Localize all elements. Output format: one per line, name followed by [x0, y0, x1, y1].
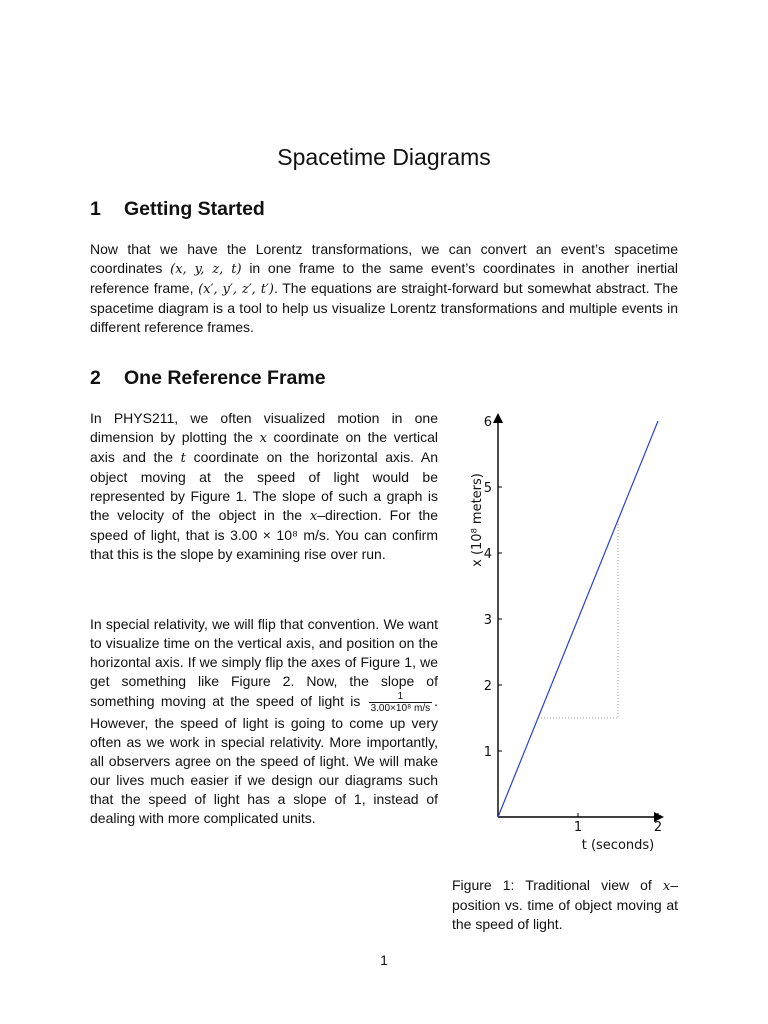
- section-number: 1: [90, 198, 101, 220]
- page-title: Spacetime Diagrams: [277, 144, 491, 170]
- text-run: coordinate on the vertical axis and the: [90, 429, 439, 465]
- text-run: in one frame to the same event’s coordinates in another inertial reference frame,: [90, 260, 679, 296]
- text-run: . However, the speed of light is going to come up very often as we work in special relativity. More importantly, all observers agree on the speed of light. We will make our lives much easier if we design our diagrams such that the speed of light has a slope of 1, instead of dealing with more complicated units.: [90, 693, 439, 826]
- fraction-numerator: 1: [369, 691, 433, 703]
- section-2-paragraph-1: [90, 409, 438, 564]
- math-coords-prime: (x′, y′, z′, t′): [198, 282, 274, 297]
- text-run: . The equations are straight-forward but somewhat abstract. The spacetime diagram is a tool to help us visualize Lorentz transformations and multiple events in different reference frames.: [90, 280, 679, 335]
- x-tick-label: 2: [653, 820, 663, 835]
- figure-1-chart: [462, 405, 678, 860]
- text-run: coordinate on the horizontal axis. An object moving at the speed of light would be represented by Figure 1. The slope of such a graph is the velocity of the object in the: [90, 449, 439, 523]
- text-run: –direction. For the speed of light, that is 3.00 × 10⁸ m/s. You can confirm that this is the slope by examining rise over run.: [90, 507, 438, 562]
- text-run: Now that we have the Lorentz transformations, we can convert an event’s spacetime coordinates: [90, 241, 678, 276]
- y-tick-label: 4: [483, 547, 492, 562]
- section-title: Getting Started: [124, 198, 265, 220]
- text-run: –position vs. time of object moving at the speed of light.: [452, 877, 678, 932]
- y-tick-label: 5: [483, 481, 492, 496]
- math-x: x: [309, 509, 318, 524]
- text-run: Figure 1: Traditional view of: [452, 877, 652, 893]
- y-tick-label: 2: [483, 679, 492, 694]
- fraction-denominator: 3.00×10⁸ m/s: [370, 703, 431, 714]
- x-tick-label: 1: [573, 820, 583, 835]
- y-tick-label: 1: [483, 745, 492, 760]
- math-coords: (x, y, z, t): [170, 262, 242, 277]
- section-heading-2: [90, 367, 326, 390]
- figure-caption: [452, 876, 678, 934]
- y-tick-label: 3: [483, 613, 492, 628]
- text-run: In special relativity, we will flip that convention. We want to visualize time on the vertical axis, and position on the horizontal axis. If we simply flip the axes of Figure 1, we get something like Figure 2. Now, the slope of something moving at the speed of light is: [90, 616, 438, 710]
- page-number: 1: [380, 952, 388, 968]
- section-title: One Reference Frame: [124, 367, 326, 389]
- section-1-paragraph: [90, 240, 678, 337]
- x-axis-label: t (seconds): [581, 838, 655, 853]
- math-x: x: [662, 879, 671, 894]
- series-line-light: [498, 421, 658, 817]
- math-x: x: [259, 431, 267, 446]
- y-axis-label: x (10⁸ meters): [470, 473, 485, 567]
- fraction: [369, 691, 433, 714]
- section-number: 2: [90, 367, 101, 389]
- text-run: In PHYS211, we often visualized motion in one dimension by plotting the: [90, 410, 438, 445]
- section-heading-1: [90, 198, 265, 221]
- math-t: t: [180, 451, 186, 466]
- section-2-paragraph-2: [90, 615, 438, 828]
- y-tick-label: 6: [483, 415, 492, 430]
